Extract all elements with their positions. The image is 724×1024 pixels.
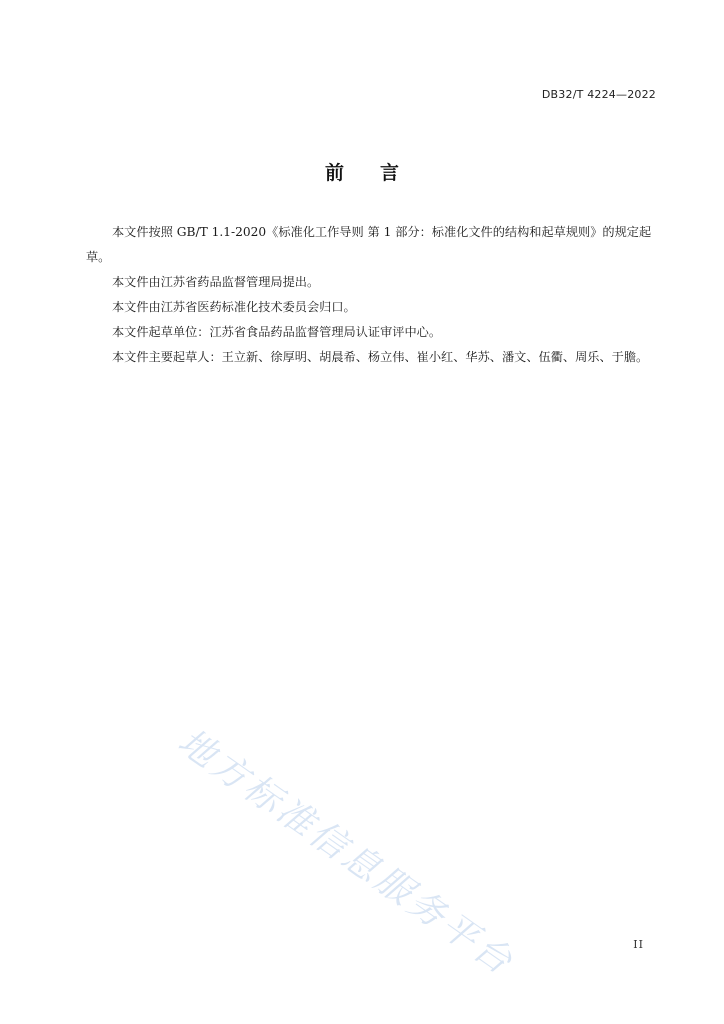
foreword-body [86,220,658,370]
title-char-1: 前 [324,162,344,184]
paragraph-drafting-unit: 本文件起草单位：江苏省食品药品监督管理局认证审评中心。 [112,325,442,339]
document-code: DB32/T 4224—2022 [541,88,656,101]
paragraph-proposer: 本文件由江苏省药品监督管理局提出。 [112,275,320,289]
page-number: II [633,938,644,951]
paragraph-drafting-rules: 本文件按照 GB/T 1.1-2020《标准化工作导则 第 1 部分：标准化文件的结构和起草规则》的规定起草。 [86,225,652,264]
page-title [0,158,724,185]
title-char-2: 言 [380,162,400,184]
paragraph-drafters: 本文件主要起草人：王立新、徐厚明、胡晨希、杨立伟、崔小红、华苏、潘文、伍衢、周乐、于膽。 [112,350,649,364]
paragraph-administrator: 本文件由江苏省医药标准化技术委员会归口。 [112,300,356,314]
watermark: 地方标准信息服务平台 [170,721,522,985]
